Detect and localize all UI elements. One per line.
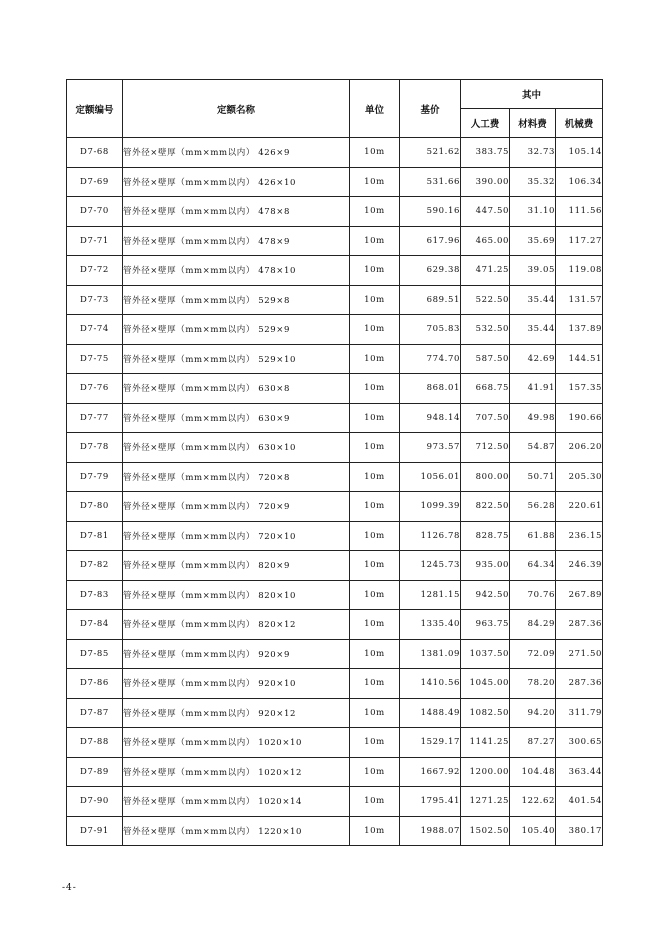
cell-machine: 220.61 <box>556 492 603 522</box>
cell-code: D7-82 <box>67 551 123 581</box>
cell-base-price: 1245.73 <box>400 551 461 581</box>
cell-labor: 390.00 <box>461 167 510 197</box>
cell-code: D7-74 <box>67 315 123 345</box>
cell-code: D7-70 <box>67 197 123 227</box>
cell-unit: 10m <box>350 728 400 758</box>
cell-material: 35.44 <box>510 285 556 315</box>
cell-labor: 465.00 <box>461 226 510 256</box>
cell-base-price: 1056.01 <box>400 462 461 492</box>
cell-unit: 10m <box>350 551 400 581</box>
cell-labor: 668.75 <box>461 374 510 404</box>
quota-table <box>66 79 603 846</box>
table-row <box>67 521 603 551</box>
cell-labor: 712.50 <box>461 433 510 463</box>
cell-machine: 105.14 <box>556 138 603 168</box>
cell-machine: 190.66 <box>556 403 603 433</box>
cell-material: 39.05 <box>510 256 556 286</box>
cell-unit: 10m <box>350 226 400 256</box>
cell-material: 31.10 <box>510 197 556 227</box>
table-row <box>67 698 603 728</box>
cell-machine: 287.36 <box>556 669 603 699</box>
table-row <box>67 669 603 699</box>
cell-code: D7-68 <box>67 138 123 168</box>
cell-unit: 10m <box>350 492 400 522</box>
cell-name: 管外径×壁厚（mm×mm以内） 820×10 <box>123 580 350 610</box>
cell-unit: 10m <box>350 462 400 492</box>
cell-name: 管外径×壁厚（mm×mm以内） 920×10 <box>123 669 350 699</box>
cell-code: D7-76 <box>67 374 123 404</box>
cell-labor: 828.75 <box>461 521 510 551</box>
table-row <box>67 787 603 817</box>
table-row <box>67 551 603 581</box>
cell-material: 78.20 <box>510 669 556 699</box>
cell-material: 122.62 <box>510 787 556 817</box>
cell-base-price: 948.14 <box>400 403 461 433</box>
table-row <box>67 639 603 669</box>
table-row <box>67 285 603 315</box>
cell-material: 104.48 <box>510 757 556 787</box>
cell-name: 管外径×壁厚（mm×mm以内） 1220×10 <box>123 816 350 846</box>
cell-name: 管外径×壁厚（mm×mm以内） 920×12 <box>123 698 350 728</box>
cell-code: D7-89 <box>67 757 123 787</box>
cell-base-price: 1529.17 <box>400 728 461 758</box>
header-material: 材料费 <box>510 109 556 138</box>
cell-unit: 10m <box>350 698 400 728</box>
cell-base-price: 1381.09 <box>400 639 461 669</box>
cell-name: 管外径×壁厚（mm×mm以内） 820×12 <box>123 610 350 640</box>
cell-unit: 10m <box>350 816 400 846</box>
cell-base-price: 590.16 <box>400 197 461 227</box>
cell-code: D7-85 <box>67 639 123 669</box>
cell-base-price: 1281.15 <box>400 580 461 610</box>
cell-material: 35.32 <box>510 167 556 197</box>
cell-machine: 236.15 <box>556 521 603 551</box>
cell-code: D7-71 <box>67 226 123 256</box>
cell-code: D7-73 <box>67 285 123 315</box>
cell-name: 管外径×壁厚（mm×mm以内） 426×9 <box>123 138 350 168</box>
cell-unit: 10m <box>350 521 400 551</box>
cell-unit: 10m <box>350 403 400 433</box>
cell-name: 管外径×壁厚（mm×mm以内） 630×8 <box>123 374 350 404</box>
header-among: 其中 <box>461 80 603 109</box>
cell-labor: 1082.50 <box>461 698 510 728</box>
cell-name: 管外径×壁厚（mm×mm以内） 1020×12 <box>123 757 350 787</box>
cell-base-price: 689.51 <box>400 285 461 315</box>
cell-unit: 10m <box>350 639 400 669</box>
table-row <box>67 197 603 227</box>
table-row <box>67 610 603 640</box>
cell-name: 管外径×壁厚（mm×mm以内） 478×9 <box>123 226 350 256</box>
cell-name: 管外径×壁厚（mm×mm以内） 920×9 <box>123 639 350 669</box>
cell-machine: 246.39 <box>556 551 603 581</box>
table-body <box>67 138 603 846</box>
cell-labor: 942.50 <box>461 580 510 610</box>
cell-unit: 10m <box>350 374 400 404</box>
cell-material: 35.44 <box>510 315 556 345</box>
cell-unit: 10m <box>350 256 400 286</box>
header-unit: 单位 <box>350 80 400 138</box>
table-row <box>67 462 603 492</box>
cell-material: 56.28 <box>510 492 556 522</box>
cell-material: 72.09 <box>510 639 556 669</box>
cell-name: 管外径×壁厚（mm×mm以内） 529×9 <box>123 315 350 345</box>
cell-base-price: 1099.39 <box>400 492 461 522</box>
cell-base-price: 705.83 <box>400 315 461 345</box>
cell-machine: 300.65 <box>556 728 603 758</box>
cell-machine: 267.89 <box>556 580 603 610</box>
cell-unit: 10m <box>350 669 400 699</box>
table-row <box>67 433 603 463</box>
cell-code: D7-90 <box>67 787 123 817</box>
cell-base-price: 1795.41 <box>400 787 461 817</box>
cell-code: D7-78 <box>67 433 123 463</box>
cell-name: 管外径×壁厚（mm×mm以内） 820×9 <box>123 551 350 581</box>
cell-code: D7-84 <box>67 610 123 640</box>
cell-machine: 380.17 <box>556 816 603 846</box>
cell-labor: 1045.00 <box>461 669 510 699</box>
cell-base-price: 1488.49 <box>400 698 461 728</box>
cell-labor: 1141.25 <box>461 728 510 758</box>
cell-base-price: 617.96 <box>400 226 461 256</box>
cell-material: 32.73 <box>510 138 556 168</box>
cell-labor: 822.50 <box>461 492 510 522</box>
cell-base-price: 1410.56 <box>400 669 461 699</box>
cell-code: D7-91 <box>67 816 123 846</box>
cell-base-price: 629.38 <box>400 256 461 286</box>
cell-name: 管外径×壁厚（mm×mm以内） 426×10 <box>123 167 350 197</box>
cell-material: 49.98 <box>510 403 556 433</box>
cell-machine: 287.36 <box>556 610 603 640</box>
cell-labor: 522.50 <box>461 285 510 315</box>
table-row <box>67 138 603 168</box>
cell-machine: 111.56 <box>556 197 603 227</box>
cell-base-price: 1667.92 <box>400 757 461 787</box>
cell-machine: 157.35 <box>556 374 603 404</box>
cell-material: 84.29 <box>510 610 556 640</box>
cell-code: D7-80 <box>67 492 123 522</box>
cell-name: 管外径×壁厚（mm×mm以内） 1020×14 <box>123 787 350 817</box>
table-row <box>67 757 603 787</box>
cell-labor: 383.75 <box>461 138 510 168</box>
cell-unit: 10m <box>350 315 400 345</box>
header-base-price: 基价 <box>400 80 461 138</box>
table-row <box>67 256 603 286</box>
cell-material: 50.71 <box>510 462 556 492</box>
table-row <box>67 728 603 758</box>
cell-labor: 447.50 <box>461 197 510 227</box>
cell-base-price: 521.62 <box>400 138 461 168</box>
table-row <box>67 226 603 256</box>
cell-base-price: 774.70 <box>400 344 461 374</box>
cell-unit: 10m <box>350 580 400 610</box>
cell-labor: 707.50 <box>461 403 510 433</box>
cell-labor: 1200.00 <box>461 757 510 787</box>
cell-name: 管外径×壁厚（mm×mm以内） 630×10 <box>123 433 350 463</box>
cell-code: D7-86 <box>67 669 123 699</box>
table-row <box>67 816 603 846</box>
cell-machine: 144.51 <box>556 344 603 374</box>
cell-name: 管外径×壁厚（mm×mm以内） 478×10 <box>123 256 350 286</box>
cell-name: 管外径×壁厚（mm×mm以内） 720×9 <box>123 492 350 522</box>
cell-machine: 117.27 <box>556 226 603 256</box>
cell-material: 42.69 <box>510 344 556 374</box>
cell-material: 94.20 <box>510 698 556 728</box>
cell-code: D7-77 <box>67 403 123 433</box>
cell-code: D7-87 <box>67 698 123 728</box>
cell-labor: 587.50 <box>461 344 510 374</box>
cell-material: 35.69 <box>510 226 556 256</box>
table-row <box>67 580 603 610</box>
cell-unit: 10m <box>350 610 400 640</box>
cell-machine: 119.08 <box>556 256 603 286</box>
cell-labor: 1037.50 <box>461 639 510 669</box>
cell-base-price: 973.57 <box>400 433 461 463</box>
cell-base-price: 1988.07 <box>400 816 461 846</box>
cell-material: 70.76 <box>510 580 556 610</box>
page-number: -4- <box>62 883 77 893</box>
cell-base-price: 1335.40 <box>400 610 461 640</box>
cell-material: 41.91 <box>510 374 556 404</box>
table-row <box>67 344 603 374</box>
header-code: 定额编号 <box>67 80 123 138</box>
cell-code: D7-88 <box>67 728 123 758</box>
cell-code: D7-81 <box>67 521 123 551</box>
cell-unit: 10m <box>350 285 400 315</box>
cell-machine: 131.57 <box>556 285 603 315</box>
cell-labor: 471.25 <box>461 256 510 286</box>
cell-name: 管外径×壁厚（mm×mm以内） 529×10 <box>123 344 350 374</box>
cell-name: 管外径×壁厚（mm×mm以内） 529×8 <box>123 285 350 315</box>
cell-base-price: 1126.78 <box>400 521 461 551</box>
cell-name: 管外径×壁厚（mm×mm以内） 630×9 <box>123 403 350 433</box>
cell-labor: 1271.25 <box>461 787 510 817</box>
header-name: 定额名称 <box>123 80 350 138</box>
cell-machine: 311.79 <box>556 698 603 728</box>
cell-machine: 137.89 <box>556 315 603 345</box>
cell-machine: 106.34 <box>556 167 603 197</box>
cell-unit: 10m <box>350 344 400 374</box>
cell-name: 管外径×壁厚（mm×mm以内） 478×8 <box>123 197 350 227</box>
table-row <box>67 374 603 404</box>
cell-code: D7-75 <box>67 344 123 374</box>
cell-name: 管外径×壁厚（mm×mm以内） 720×8 <box>123 462 350 492</box>
cell-labor: 532.50 <box>461 315 510 345</box>
cell-labor: 963.75 <box>461 610 510 640</box>
table-row <box>67 492 603 522</box>
cell-machine: 206.20 <box>556 433 603 463</box>
cell-unit: 10m <box>350 787 400 817</box>
cell-unit: 10m <box>350 433 400 463</box>
cell-code: D7-69 <box>67 167 123 197</box>
header-machine: 机械费 <box>556 109 603 138</box>
cell-material: 61.88 <box>510 521 556 551</box>
cell-unit: 10m <box>350 757 400 787</box>
table-row <box>67 315 603 345</box>
cell-material: 105.40 <box>510 816 556 846</box>
cell-code: D7-72 <box>67 256 123 286</box>
cell-labor: 1502.50 <box>461 816 510 846</box>
cell-labor: 800.00 <box>461 462 510 492</box>
header-labor: 人工费 <box>461 109 510 138</box>
cell-material: 54.87 <box>510 433 556 463</box>
table-row <box>67 403 603 433</box>
cell-machine: 205.30 <box>556 462 603 492</box>
table-row <box>67 167 603 197</box>
cell-name: 管外径×壁厚（mm×mm以内） 720×10 <box>123 521 350 551</box>
cell-material: 87.27 <box>510 728 556 758</box>
cell-unit: 10m <box>350 167 400 197</box>
cell-name: 管外径×壁厚（mm×mm以内） 1020×10 <box>123 728 350 758</box>
cell-base-price: 531.66 <box>400 167 461 197</box>
cell-code: D7-83 <box>67 580 123 610</box>
cell-machine: 401.54 <box>556 787 603 817</box>
cell-machine: 363.44 <box>556 757 603 787</box>
cell-labor: 935.00 <box>461 551 510 581</box>
cell-machine: 271.50 <box>556 639 603 669</box>
cell-material: 64.34 <box>510 551 556 581</box>
cell-unit: 10m <box>350 138 400 168</box>
cell-code: D7-79 <box>67 462 123 492</box>
cell-unit: 10m <box>350 197 400 227</box>
cell-base-price: 868.01 <box>400 374 461 404</box>
